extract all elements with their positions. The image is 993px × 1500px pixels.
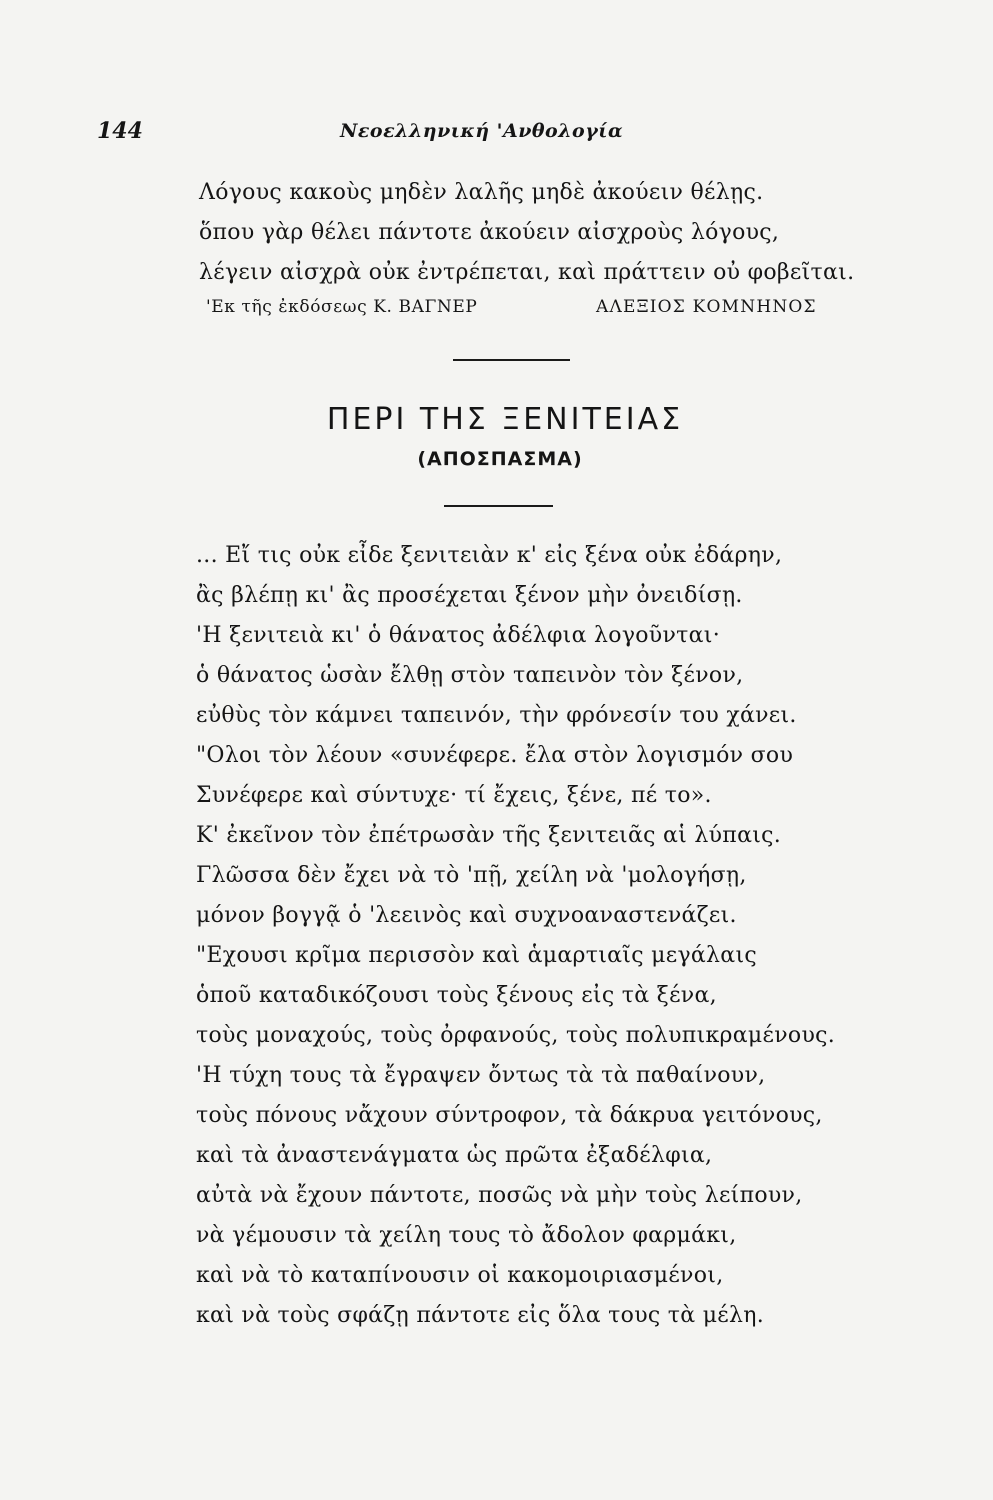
poem-line: τοὺς μοναχούς, τοὺς ὀρφανούς, τοὺς πολυπικραμένους. <box>196 1023 836 1048</box>
author-name: ΑΛΕΞΙΟΣ ΚΟΜΝΗΝΟΣ <box>596 297 817 317</box>
first-poem-line: ὅπου γὰρ θέλει πάντοτε ἀκούειν αἰσχροὺς λόγους, <box>199 220 780 245</box>
section-divider <box>453 359 570 361</box>
running-head <box>0 118 993 148</box>
running-title: Νεοελληνική 'Ανθολογία <box>340 120 624 142</box>
poem-line: νὰ γέμουσιν τὰ χείλη τους τὸ ἄδολον φαρμάκι, <box>196 1223 737 1248</box>
poem-line: ὁποῦ καταδικόζουσι τοὺς ξένους εἰς τὰ ξένα, <box>196 983 717 1008</box>
poem-line: ὁ θάνατος ὡσὰν ἔλθῃ στὸν ταπεινὸν τὸν ξένον, <box>196 663 744 688</box>
page-number: 144 <box>97 118 143 144</box>
poem-line: ... Εἴ τις οὐκ εἶδε ξενιτειὰν κ' εἰς ξένα οὐκ ἐδάρην, <box>196 543 783 568</box>
title-divider <box>444 505 553 507</box>
section-title: ΠΕΡΙ ΤΗΣ ΞΕΝΙΤΕΙΑΣ <box>326 402 684 437</box>
poem-line: τοὺς πόνους νἄχουν σύντροφον, τὰ δάκρυα γειτόνους, <box>196 1103 823 1128</box>
poem-line: 'Η τύχη τους τὰ ἔγραψεν ὄντως τὰ τὰ παθαίνουν, <box>196 1063 766 1088</box>
poem-line: καὶ νὰ τοὺς σφάζῃ πάντοτε εἰς ὅλα τους τὰ μέλη. <box>196 1303 765 1328</box>
poem-line: μόνον βογγᾷ ὁ 'λεεινὸς καὶ συχνοαναστενάζει. <box>196 903 737 928</box>
poem-line: Συνέφερε καὶ σύντυχε· τί ἔχεις, ξένε, πέ το». <box>196 783 712 808</box>
section-subtitle: (ΑΠΟΣΠΑΣΜΑ) <box>417 448 583 470</box>
edition-source: 'Εκ τῆς ἐκδόσεως Κ. ΒΑΓΝΕΡ <box>206 297 478 317</box>
poem-line: 'Η ξενιτειὰ κι' ὁ θάνατος ἀδέλφια λογοῦνται· <box>196 623 721 648</box>
poem-line: καὶ τὰ ἀναστενάγματα ὡς πρῶτα ἐξαδέλφια, <box>196 1143 713 1168</box>
poem-line: ἂς βλέπῃ κι' ἂς προσέχεται ξένον μὴν ὀνειδίσῃ. <box>196 583 743 608</box>
poem-line: Γλῶσσα δὲν ἔχει νὰ τὸ 'πῇ, χείλη νὰ 'μολογήσῃ, <box>196 863 747 888</box>
poem-line: αὐτὰ νὰ ἔχουν πάντοτε, ποσῶς νὰ μὴν τοὺς λείπουν, <box>196 1183 803 1208</box>
poem-line: εὐθὺς τὸν κάμνει ταπεινόν, τὴν φρόνεσίν του χάνει. <box>196 703 797 728</box>
first-poem-line: Λόγους κακοὺς μηδὲν λαλῆς μηδὲ ἀκούειν θέλῃς. <box>199 180 764 205</box>
poem-line: καὶ νὰ τὸ καταπίνουσιν οἱ κακομοιριασμένοι, <box>196 1263 724 1288</box>
poem-line: "Ολοι τὸν λέουν «συνέφερε. ἔλα στὸν λογισμόν σου <box>196 743 794 768</box>
first-poem-line: λέγειν αἰσχρὰ οὐκ ἐντρέπεται, καὶ πράττειν οὐ φοβεῖται. <box>199 260 855 285</box>
poem-line: Κ' ἐκεῖνον τὸν ἐπέτρωσὰν τῆς ξενιτειᾶς αἱ λύπαις. <box>196 823 782 848</box>
poem-line: "Εχουσι κρῖμα περισσὸν καὶ ἁμαρτιαῖς μεγάλαις <box>196 943 757 968</box>
